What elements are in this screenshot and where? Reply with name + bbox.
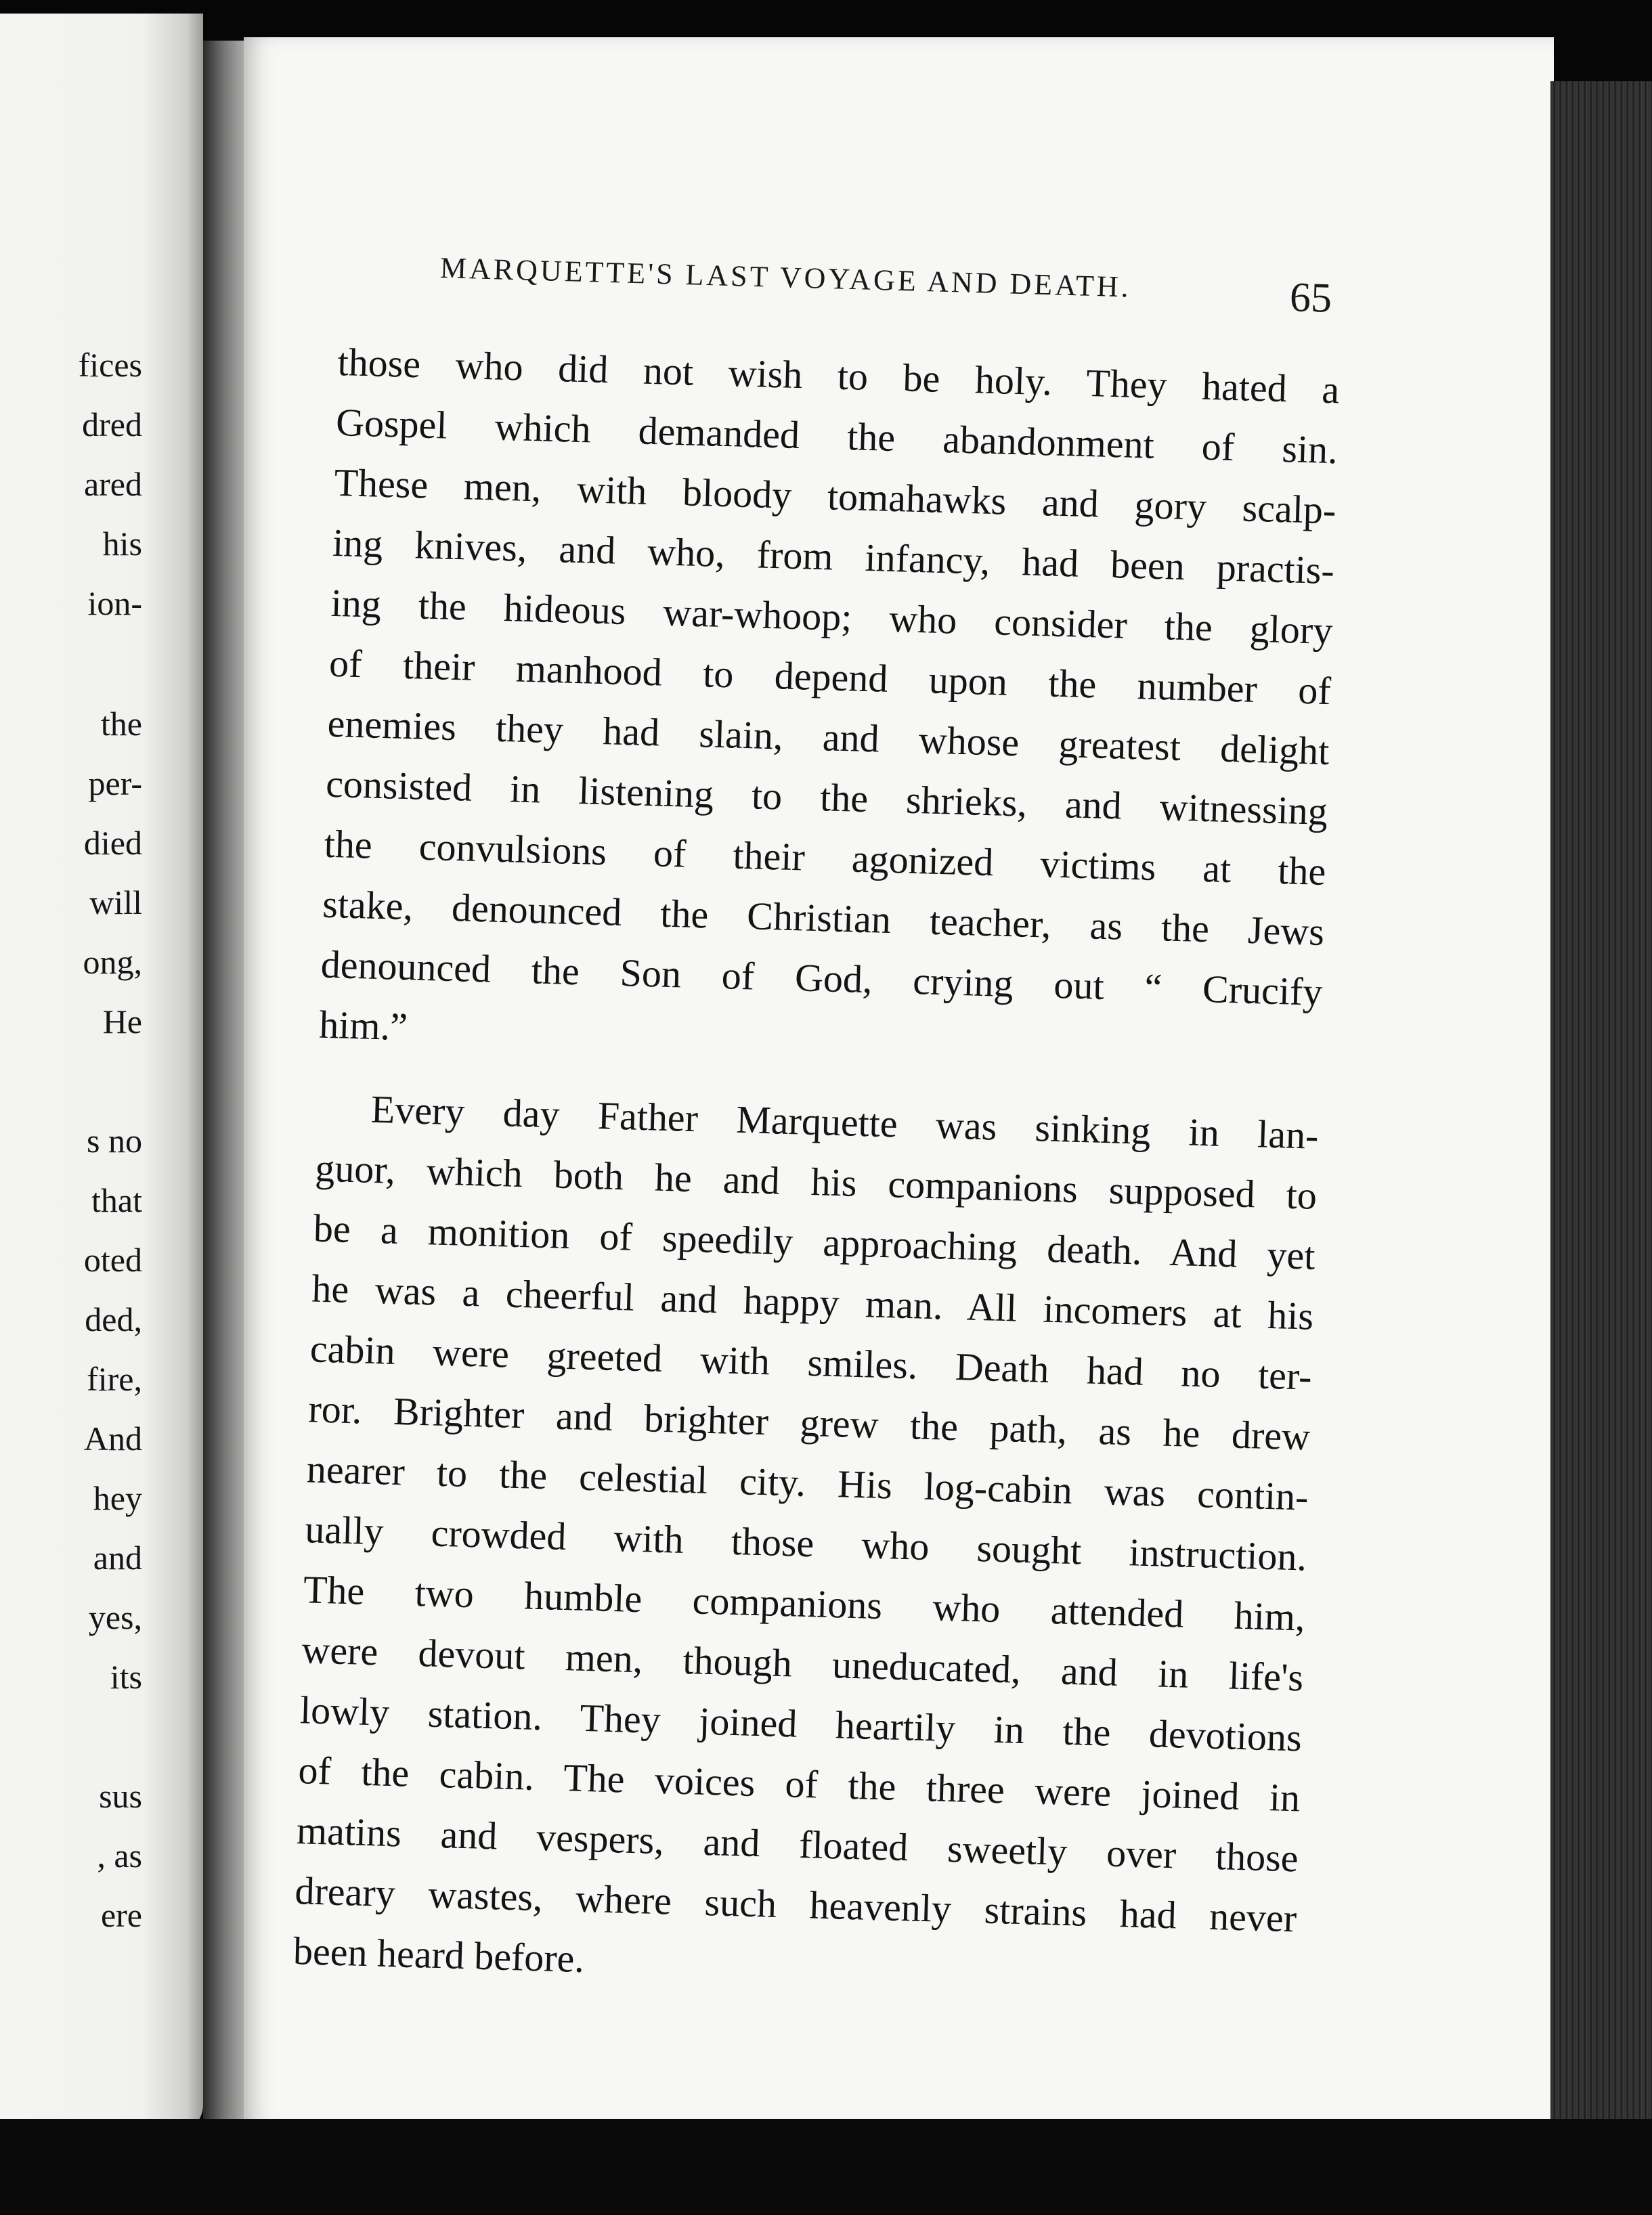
left-fragment: sus xyxy=(99,1777,142,1815)
text-line: matins and vespers, and floated sweetly over those xyxy=(296,1808,1299,1881)
text-line: consisted in listening to the shrieks, and witnessing xyxy=(325,761,1328,834)
left-fragment: , as xyxy=(97,1837,142,1874)
text-line: enemies they had slain, and whose greatest delight xyxy=(326,701,1330,774)
left-fragment: ere xyxy=(100,1896,142,1934)
text-line: ually crowded with those who sought instruction. xyxy=(304,1507,1307,1579)
left-fragment: ded, xyxy=(85,1300,142,1338)
text-line: The two humble companions who attended him, xyxy=(303,1567,1306,1640)
left-fragment: and xyxy=(93,1539,142,1577)
left-fragment: He xyxy=(102,1003,142,1040)
text-line: those who did not wish to be holy. They hated a xyxy=(336,339,1341,412)
scan-bottom-border xyxy=(0,2119,1652,2215)
running-head: MARQUETTE'S LAST VOYAGE AND DEATH. xyxy=(439,251,1132,304)
text-line: cabin were greeted with smiles. Death had no ter- xyxy=(309,1326,1313,1399)
text-line: ing the hideous war-whoop; who consider the glory xyxy=(330,580,1334,653)
left-facing-page xyxy=(0,14,203,2132)
text-line: be a monition of speedily approaching death. And yet xyxy=(313,1206,1316,1278)
text-line: him.” xyxy=(318,1002,408,1049)
text-line: of the cabin. The voices of the three were joined in xyxy=(297,1748,1301,1820)
text-line: Gospel which demanded the abandonment of sin. xyxy=(335,399,1339,473)
text-line: ing knives, and who, from infancy, had been practis- xyxy=(332,520,1335,593)
text-line: were devout men, though uneducated, and in life's xyxy=(301,1627,1304,1700)
text-line: been heard before. xyxy=(292,1929,585,1981)
left-fragment: hey xyxy=(93,1479,142,1517)
body-text xyxy=(292,332,1340,2009)
text-line: dreary wastes, where such heavenly strains had never xyxy=(294,1868,1298,1941)
left-fragment: s no xyxy=(87,1122,142,1160)
left-fragment: And xyxy=(83,1420,142,1457)
text-line: the convulsions of their agonized victims at the xyxy=(323,821,1327,894)
text-line: Every day Father Marquette was sinking in lan- xyxy=(370,1087,1320,1158)
text-line: nearer to the celestial city. His log-cabin was contin- xyxy=(306,1447,1309,1519)
left-fragment: ong, xyxy=(83,943,142,981)
text-line: he was a cheerful and happy man. All incomers at his xyxy=(311,1266,1314,1338)
left-fragment: died xyxy=(83,824,142,862)
left-fragment: its xyxy=(110,1658,142,1696)
book-page-edge xyxy=(1550,81,1652,2132)
left-fragment: ared xyxy=(83,465,142,503)
left-fragment: yes, xyxy=(88,1598,142,1636)
page-number: 65 xyxy=(1289,274,1332,322)
left-fragment: fices xyxy=(78,346,142,384)
left-fragment: ion- xyxy=(87,584,142,622)
left-fragment: per- xyxy=(88,764,142,802)
left-fragment: dred xyxy=(82,405,142,443)
text-line: guor, which both he and his companions supposed to xyxy=(314,1145,1318,1218)
text-line: ror. Brighter and brighter grew the path, as he drew xyxy=(307,1386,1311,1459)
left-fragment: fire, xyxy=(87,1360,142,1398)
text-line: denounced the Son of God, crying out “ Crucify xyxy=(320,942,1324,1014)
text-line: stake, denounced the Christian teacher, as the Jews xyxy=(322,881,1325,954)
left-fragment: that xyxy=(91,1181,142,1219)
left-fragment: the xyxy=(100,705,142,743)
text-line: lowly station. They joined heartily in the devotions xyxy=(299,1688,1303,1760)
left-fragment: will xyxy=(89,883,142,921)
text-line: of their manhood to depend upon the number of xyxy=(328,640,1332,714)
left-fragment: his xyxy=(102,525,142,563)
left-fragment: oted xyxy=(83,1241,142,1279)
text-line: These men, with bloody tomahawks and gory scalp- xyxy=(333,460,1337,533)
